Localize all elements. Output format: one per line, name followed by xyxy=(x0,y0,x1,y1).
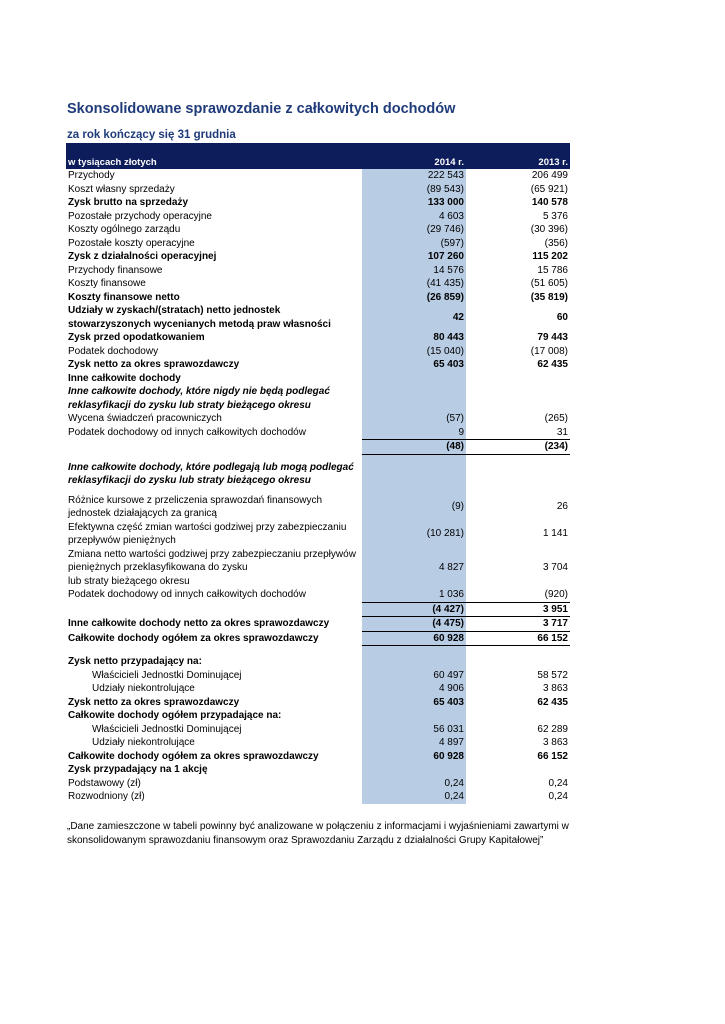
row-value-2013: 3 951 xyxy=(466,602,570,617)
row-label: Inne całkowite dochody, które nigdy nie będą podlegać xyxy=(68,386,330,397)
row-value-2014: (4 427) xyxy=(362,602,466,617)
table-row xyxy=(66,548,570,562)
table-row xyxy=(66,631,570,646)
row-value-2013: 3 704 xyxy=(542,562,568,573)
row-value-2014 xyxy=(362,461,466,475)
row-value-2014: 133 000 xyxy=(362,196,466,210)
table-row xyxy=(66,372,570,386)
row-value-2013 xyxy=(466,372,570,386)
row-value-2013: 206 499 xyxy=(531,170,568,181)
row-value-2013: 31 xyxy=(556,426,568,438)
table-row xyxy=(66,617,570,632)
row-value-2014: (15 040) xyxy=(362,345,466,359)
document-subtitle: za rok kończący się 31 grudnia xyxy=(67,129,236,141)
table-row xyxy=(66,291,570,305)
row-value-2013: (17 008) xyxy=(530,345,568,357)
row-value-2014 xyxy=(362,709,466,723)
row-value-2014 xyxy=(362,399,466,413)
row-label: Zysk z działalności operacyjnej xyxy=(68,251,217,262)
row-value-2014: (4 475) xyxy=(362,617,466,632)
row-value-2013 xyxy=(466,646,570,656)
row-value-2014: (57) xyxy=(362,412,466,426)
row-label: Podatek dochodowy xyxy=(68,345,159,357)
row-value-2014: (9) xyxy=(362,494,466,521)
row-label: Właścicieli Jednostki Dominującej xyxy=(92,723,242,735)
row-value-2013: (51 605) xyxy=(530,278,568,289)
row-label: Zmiana netto wartości godziwej przy zabezpieczaniu przepływów xyxy=(68,548,356,560)
row-value-2014: 14 576 xyxy=(362,264,466,278)
table-row xyxy=(66,196,570,210)
row-value-2013 xyxy=(466,575,570,589)
row-label: Inne całkowite dochody netto za okres sprawozdawczy xyxy=(68,618,330,629)
table-row xyxy=(66,426,570,440)
table-row xyxy=(66,777,570,791)
row-value-2013: 3 863 xyxy=(542,737,568,748)
row-value-2013: 60 xyxy=(556,311,568,323)
table-row xyxy=(66,440,570,455)
row-value-2014: 1 036 xyxy=(362,588,466,602)
footnote: „Dane zamieszczone w tabeli powinny być analizowane w połączeniu z informacjami i wyjaśnieniami zawartymi w skonsolidowanym sprawozdaniu finansowym oraz Sprawozdaniu Zarządu z działalności Grupy Kapitałowej” xyxy=(67,821,569,846)
row-value-2014: 56 031 xyxy=(362,723,466,737)
row-value-2014: 65 403 xyxy=(362,696,466,710)
row-value-2013 xyxy=(466,548,570,562)
row-value-2013: (265) xyxy=(544,413,568,424)
table-row xyxy=(66,331,570,345)
table-row xyxy=(66,521,570,548)
row-value-2013 xyxy=(466,763,570,777)
row-label: reklasyfikacji do zysku lub straty bieżącego okresu xyxy=(68,399,311,411)
row-value-2013: 5 376 xyxy=(542,210,568,222)
header-unit-label: w tysiącach złotych xyxy=(66,156,362,169)
row-value-2014: (89 543) xyxy=(362,183,466,197)
table-row xyxy=(66,385,570,399)
row-label: Zysk netto za okres sprawozdawczy xyxy=(68,359,240,370)
row-value-2014: 4 603 xyxy=(362,210,466,224)
row-value-2014: 9 xyxy=(362,426,466,440)
table-row xyxy=(66,669,570,683)
header-year-2014: 2014 r. xyxy=(362,156,466,169)
row-value-2014 xyxy=(362,385,466,399)
table-row xyxy=(66,169,570,183)
row-value-2013: (234) xyxy=(466,440,570,455)
table-row xyxy=(66,763,570,777)
header-year-2013: 2013 r. xyxy=(466,156,570,169)
row-value-2013: 66 152 xyxy=(466,631,570,646)
row-label: Podatek dochodowy od innych całkowitych dochodów xyxy=(68,589,306,601)
row-value-2013: 115 202 xyxy=(532,251,568,262)
table-row xyxy=(66,696,570,710)
table-row xyxy=(66,736,570,750)
row-label: Zysk brutto na sprzedaży xyxy=(68,197,189,208)
row-value-2014: 65 403 xyxy=(362,358,466,372)
row-value-2014: 222 543 xyxy=(362,169,466,183)
row-label: Koszty finansowe xyxy=(68,278,146,289)
table-row xyxy=(66,358,570,372)
row-label: Udziały niekontrolujące xyxy=(92,737,195,748)
row-value-2014 xyxy=(362,474,466,488)
row-label: Efektywna część zmian wartości godziwej przy zabezpieczaniu przepływów pieniężnych xyxy=(68,521,347,546)
row-value-2014: 0,24 xyxy=(362,790,466,804)
table-row xyxy=(66,723,570,737)
row-value-2014 xyxy=(362,372,466,386)
row-value-2013 xyxy=(466,709,570,723)
table-row xyxy=(66,575,570,589)
row-value-2014 xyxy=(362,548,466,562)
row-value-2014: (597) xyxy=(362,237,466,251)
table-top-bar xyxy=(66,143,570,156)
table-body xyxy=(66,169,570,804)
row-value-2014 xyxy=(362,646,466,656)
row-label xyxy=(66,602,362,617)
row-value-2014 xyxy=(362,655,466,669)
table-row xyxy=(66,345,570,359)
row-label: Inne całkowite dochody, które podlegają lub mogą podlegać xyxy=(68,461,354,473)
row-label: Udziały niekontrolujące xyxy=(92,683,195,694)
row-label: Rozwodniony (zł) xyxy=(68,791,145,802)
row-label: Przychody xyxy=(68,170,115,181)
row-value-2014 xyxy=(362,763,466,777)
row-value-2014: (48) xyxy=(362,440,466,455)
row-value-2013 xyxy=(466,655,570,669)
row-value-2013: 26 xyxy=(556,501,568,513)
row-value-2014: 60 928 xyxy=(362,750,466,764)
row-value-2013: 1 141 xyxy=(542,528,568,540)
table-row xyxy=(66,264,570,278)
row-label: Koszty finansowe netto xyxy=(68,291,180,303)
row-label: pieniężnych przeklasyfikowana do zysku xyxy=(68,562,248,573)
row-value-2013 xyxy=(466,385,570,399)
row-label: Zysk przed opodatkowaniem xyxy=(68,332,205,343)
row-value-2013: 62 435 xyxy=(537,696,568,708)
row-value-2013: (65 921) xyxy=(530,183,568,195)
row-value-2013: 62 435 xyxy=(537,359,568,370)
row-label: Podatek dochodowy od innych całkowitych dochodów xyxy=(68,426,306,438)
row-value-2013: (356) xyxy=(544,237,568,249)
table-row xyxy=(66,461,570,475)
row-label: lub straty bieżącego okresu xyxy=(68,575,190,587)
table-row xyxy=(66,277,570,291)
row-value-2014: 107 260 xyxy=(362,250,466,264)
table-row xyxy=(66,790,570,804)
row-value-2014: (41 435) xyxy=(362,277,466,291)
row-label: Zysk netto za okres sprawozdawczy xyxy=(68,696,240,708)
table-row xyxy=(66,250,570,264)
table-row xyxy=(66,682,570,696)
table-row xyxy=(66,646,570,656)
row-label xyxy=(66,646,362,656)
table-row xyxy=(66,223,570,237)
row-label: Koszty ogólnego zarządu xyxy=(68,224,181,235)
row-value-2013: 0,24 xyxy=(548,791,568,802)
row-value-2013: 3 717 xyxy=(542,618,568,629)
table-row xyxy=(66,750,570,764)
row-value-2013 xyxy=(466,474,570,488)
row-label: Zysk przypadający na 1 akcję xyxy=(68,764,208,775)
row-label: Całkowite dochody ogółem za okres sprawozdawczy xyxy=(68,750,319,762)
income-statement-table xyxy=(66,156,570,804)
row-label: Całkowite dochody ogółem przypadające na: xyxy=(68,710,282,721)
row-label: Pozostałe przychody operacyjne xyxy=(68,210,212,222)
table-row xyxy=(66,709,570,723)
row-value-2013: (920) xyxy=(544,589,568,600)
table-row xyxy=(66,412,570,426)
row-label: Inne całkowite dochody xyxy=(68,372,181,384)
row-value-2014: 80 443 xyxy=(362,331,466,345)
table-row xyxy=(66,602,570,617)
row-value-2014: 4 897 xyxy=(362,736,466,750)
row-value-2014: (10 281) xyxy=(362,521,466,548)
row-value-2013: 62 289 xyxy=(537,723,568,735)
row-value-2014: (26 859) xyxy=(362,291,466,305)
row-value-2013: (35 819) xyxy=(530,291,568,303)
row-label: Właścicieli Jednostki Dominującej xyxy=(92,669,242,681)
row-value-2014 xyxy=(362,575,466,589)
row-value-2013: 66 152 xyxy=(537,750,568,762)
row-value-2014: 4 906 xyxy=(362,682,466,696)
row-value-2014: 60 497 xyxy=(362,669,466,683)
table-row xyxy=(66,588,570,602)
row-label: Koszt własny sprzedaży xyxy=(68,183,175,195)
row-label: Udziały w zyskach/(stratach) netto jednostek stowarzyszonych wycenianych metodą praw własności xyxy=(68,305,331,330)
table-row xyxy=(66,655,570,669)
table-row xyxy=(66,210,570,224)
row-label: reklasyfikacji do zysku lub straty bieżącego okresu xyxy=(68,475,311,486)
row-value-2013: 140 578 xyxy=(531,197,568,208)
income-statement-table-wrapper xyxy=(66,143,570,804)
table-row xyxy=(66,561,570,575)
row-label: Zysk netto przypadający na: xyxy=(68,656,202,667)
row-value-2013: 0,24 xyxy=(548,777,568,789)
row-label: Przychody finansowe xyxy=(68,264,163,276)
table-row xyxy=(66,474,570,488)
table-row xyxy=(66,304,570,331)
row-value-2013: 79 443 xyxy=(537,332,568,343)
row-value-2014: 60 928 xyxy=(362,631,466,646)
row-value-2014: 4 827 xyxy=(362,561,466,575)
row-label: Wycena świadczeń pracowniczych xyxy=(68,413,222,424)
row-value-2013: 58 572 xyxy=(537,669,568,681)
row-value-2013: 15 786 xyxy=(537,264,568,276)
row-value-2013 xyxy=(466,461,570,475)
table-row xyxy=(66,183,570,197)
row-value-2014: 0,24 xyxy=(362,777,466,791)
row-label: Różnice kursowe z przeliczenia sprawozdań finansowych jednostek działających za granicą xyxy=(68,494,323,519)
row-label xyxy=(66,440,362,455)
row-label: Pozostałe koszty operacyjne xyxy=(68,237,195,249)
row-value-2013: 3 863 xyxy=(542,683,568,694)
row-label: Podstawowy (zł) xyxy=(68,777,141,789)
table-row xyxy=(66,399,570,413)
row-value-2014: (29 746) xyxy=(362,223,466,237)
table-header-row xyxy=(66,156,570,169)
row-value-2014: 42 xyxy=(362,304,466,331)
row-label: Całkowite dochody ogółem za okres sprawozdawczy xyxy=(68,632,319,644)
table-row xyxy=(66,237,570,251)
document-title: Skonsolidowane sprawozdanie z całkowitych dochodów xyxy=(67,101,456,117)
table-row xyxy=(66,494,570,521)
row-value-2013: (30 396) xyxy=(530,224,568,235)
row-value-2013 xyxy=(466,399,570,413)
